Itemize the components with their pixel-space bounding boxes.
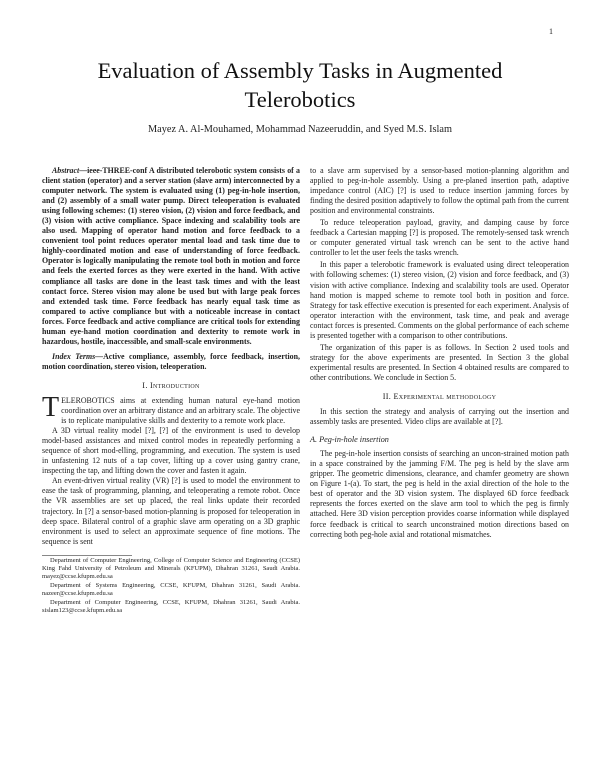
drop-cap: T [42, 391, 60, 423]
footnote-1: Department of Computer Engineering, College of Computer Science and Engineering (CCSE) King Fahd University of Petroleum and Minerals (KFUPM), Dhahran 31261, Saudi Arabia. mayez@ccse.kfupm.edu.sa [42, 556, 300, 580]
index-terms-label: Index Terms [52, 351, 96, 361]
intro-p1-text: ELEROBOTICS aims at extending human natural eye-hand motion coordination over an arbitrary distance and an arbitrary scale. The objective is to replicate manipulative skills and dexterity to a remote work place. [61, 395, 300, 426]
paper-title: Evaluation of Assembly Tasks in Augmented Telerobotics [97, 58, 503, 112]
index-terms-text: —Active compliance, assembly, force feedback, insertion, motion coordination, stereo vision, teleoperation. [42, 351, 300, 371]
index-terms [42, 352, 300, 372]
right-paragraph-2: To reduce teleoperation payload, gravity, and damping cause by force feedback a Cartesian mapping [?] is proposed. The remotely-sensed task wrench or computer generated virtual task wrench can be sent to the active hand controller to let the user feels the tasks wrench. [310, 218, 569, 258]
footnote-rule [42, 555, 132, 556]
abstract-text: —ieee-THREE-conf A distributed telerobotic system consists of a client station (operator) and a server station (slave arm) interconnected by a computer network. The system is evaluated using (1) peg-in-hole insertion, and (2) assembly of a small water pump. Direct teleoperation is evaluated using following schemes: (1) stereo vision, (2) vision and force feedback, and (3) vision with active compliance. Space indexing and scalability tools are also used. Mapping of operator hand motion and force feedback to a convenient tool point reduces operator mental load and task time due to highly-coordinated motion and ease of understanding of force feedback. Operator is logically manipulating the remote tool both in motion and force and feels the exerted forces as they were exerted in the hand. With active compliance all tasks are done in the least task times and with the least contact force. Stereo vision may alone be used but with large peak forces and extended task time. Force feedback has nearly equal task time as compared to active compliance but with a noticeable increase in contact forces. Force feedback and active compliance are critical tools for extending human eye-hand motion coordination and dexterity to remote work in hazardous, hostile, inaccessible, and small-scale environments. [42, 166, 300, 346]
intro-paragraph-1 [42, 391, 300, 426]
right-paragraph-3: In this paper a telerobotic framework is evaluated using direct teleoperation with following schemes: (1) stereo vision, (2) vision and force feedback, and (3) vision with active compliance. Indexing and scalability tools are used. Operator hand motion is mapped scheme to remote tool both in position and force. Strategy for task effective execution is presented for each experiment. Analysis of operator interaction with the environment, task time, and peak and average contact forces is presented. Comments on the global performance of each scheme is presented together with a comparison to other contributions. [310, 260, 569, 340]
section-heading-introduction: I. Introduction [142, 380, 200, 390]
footnotes [42, 555, 300, 615]
section-heading-methodology: II. Experimental methodology [382, 391, 497, 401]
intro-paragraph-2: A 3D virtual reality model [?], [?] of the environment is used to develop model-based assistances and mixed control modes in repeatedly performing a sequence of short mod-elling, programming, and execution. The system is used in unfastening 12 nuts of a tap cover, lifting up a cover using gantry crane, inspecting the tap, and lifting down the cover and fasten it again. [42, 426, 300, 476]
footnote-3: Department of Computer Engineering, CCSE, KFUPM, Dhahran 31261, Saudi Arabia. sislam123@ccse.kfupm.edu.sa [42, 598, 300, 614]
right-paragraph-4: The organization of this paper is as follows. In Section 2 used tools and strategy for the above experiments are presented. In Section 3 the global experimental results are presented. In Section 4 obtained results are compared to other contributions. We conclude in Section 5. [310, 342, 569, 382]
right-paragraph-1: to a slave arm supervised by a sensor-based motion-planning algorithm and applied to peg-in-hole assembly. Using a pre-planed insertion path, adaptive impedance control (AIC) [?] is used to reduce insertion jamming forces by finding the desired position adaptively to follow the optimal path from the current position and environmental constraints. [310, 166, 569, 216]
abstract-label: Abstract [52, 166, 80, 175]
left-column [42, 166, 300, 616]
methodology-paragraph-1: In this section the strategy and analysis of carrying out the insertion and assembly tasks are presented. Video clips are available at [?]. [310, 407, 569, 427]
peg-in-hole-paragraph: The peg-in-hole insertion consists of searching an uncon-strained motion path in a space constrained by the jamming F/M. The peg is held by the slave arm gripper. The geometric dimensions, clearance, and chamfer geometry are shown on Figure 1-(a). To start, the peg is held in the axial direction of the hole to the best of operator and the 3D vision system. The displayed 6D force feedback represents the forces exerted on the slave arm tool to which the peg is firmly attached. Here 3D vision perception provides coarse information while displayed force feedback is critical to search unconstrained motion directions based on correcting both peg-hole axial and rotational mismatches. [310, 449, 569, 539]
right-column [310, 166, 569, 540]
page-number: 1 [549, 27, 553, 36]
footnote-2: Department of Systems Engineering, CCSE, KFUPM, Dhahran 31261, Saudi Arabia. nazeer@ccse.kfupm.edu.sa [42, 581, 300, 597]
subsection-heading-peg-in-hole: A. Peg-in-hole insertion [310, 435, 389, 445]
abstract [42, 166, 300, 347]
paper-authors: Mayez A. Al-Mouhamed, Mohammad Nazeeruddin, and Syed M.S. Islam [148, 124, 452, 135]
intro-paragraph-3: An event-driven virtual reality (VR) [?] is used to model the environment to ease the task of programming, planning, and teleoperating a remote robot. Once the VR assemblies are set up placed, the real links update their recorded trajectory. In [?] a sensor-based motion-planning is proposed for teleoperation in deep space. Bilateral control of a graphic slave arm operating on a 3D graphic environment is used to select an approximate sequence of fine motions. The sequence is sent [42, 476, 300, 546]
